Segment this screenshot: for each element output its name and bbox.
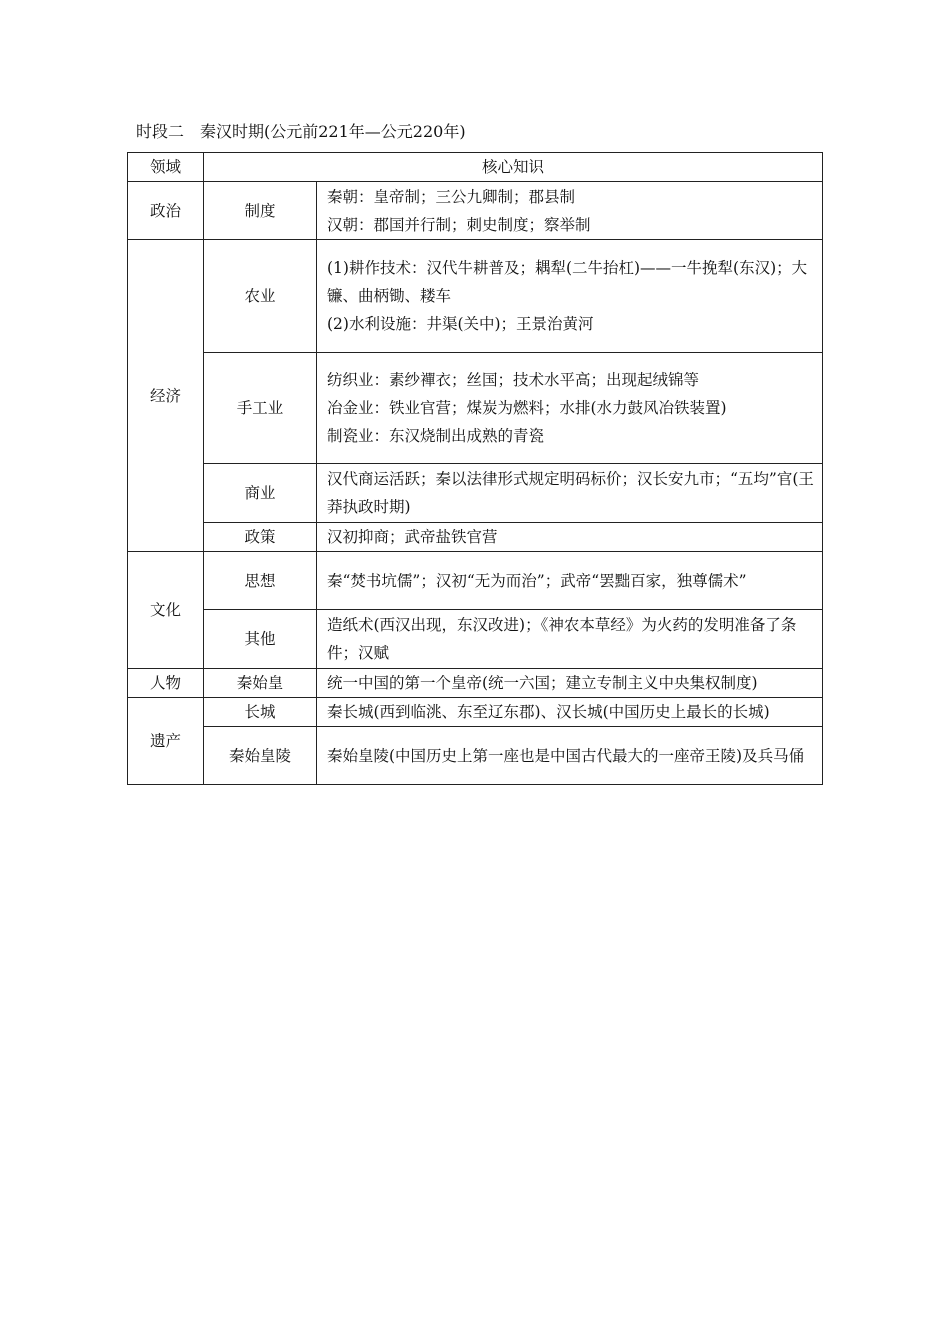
domain-culture: 文化 — [128, 552, 204, 669]
sub-mausoleum: 秦始皇陵 — [204, 727, 317, 785]
table-row — [128, 727, 823, 785]
table-row — [128, 610, 823, 669]
content-line: 秦长城(西到临洮、东至辽东郡)、汉长城(中国历史上最长的长城) — [327, 703, 770, 721]
sub-thought: 思想 — [204, 552, 317, 610]
content-politics — [317, 182, 823, 240]
domain-figure: 人物 — [128, 669, 204, 698]
section-title: 时段二 秦汉时期(公元前221年—公元220年) — [136, 122, 466, 141]
content-line: 汉代商运活跃；秦以法律形式规定明码标价；汉长安九市；“五均”官(王莽执政时期) — [327, 470, 814, 516]
table-row — [128, 523, 823, 552]
sub-qin-shi-huang: 秦始皇 — [204, 669, 317, 698]
content-line: 制瓷业：东汉烧制出成熟的青瓷 — [327, 427, 545, 445]
table-row — [128, 182, 823, 240]
content-line: 汉朝：郡国并行制；刺史制度；察举制 — [327, 215, 591, 234]
content-tomb — [317, 727, 823, 785]
content-thought — [317, 552, 823, 610]
content-wall — [317, 698, 823, 727]
sub-system: 制度 — [204, 182, 317, 240]
content-line: 纺织业：素纱襌衣；丝国；技术水平高；出现起绒锦等 — [327, 371, 700, 389]
content-figure — [317, 669, 823, 698]
table-row — [128, 464, 823, 523]
content-line: 统一中国的第一个皇帝(统一六国；建立专制主义中央集权制度) — [327, 674, 758, 692]
table-header-row — [128, 153, 823, 182]
sub-handicraft: 手工业 — [204, 353, 317, 464]
sub-commerce: 商业 — [204, 464, 317, 523]
domain-politics: 政治 — [128, 182, 204, 240]
content-line: 汉初抑商；武帝盐铁官营 — [327, 528, 498, 546]
content-line: 秦朝：皇帝制；三公九卿制；郡县制 — [327, 187, 576, 206]
table-row — [128, 353, 823, 464]
knowledge-table — [127, 152, 823, 785]
table-row — [128, 698, 823, 727]
content-other — [317, 610, 823, 669]
sub-policy: 政策 — [204, 523, 317, 552]
sub-other: 其他 — [204, 610, 317, 669]
content-line: 秦“焚书坑儒”；汉初“无为而治”；武帝“罢黜百家，独尊儒术” — [327, 571, 747, 590]
sub-agriculture: 农业 — [204, 240, 317, 353]
header-domain: 领域 — [128, 153, 204, 182]
table-row — [128, 240, 823, 353]
domain-heritage: 遗产 — [128, 698, 204, 785]
content-agriculture — [317, 240, 823, 353]
domain-economy: 经济 — [128, 240, 204, 552]
sub-great-wall: 长城 — [204, 698, 317, 727]
table-row — [128, 669, 823, 698]
content-commerce — [317, 464, 823, 523]
content-handicraft — [317, 353, 823, 464]
content-line: 造纸术(西汉出现，东汉改进)；《神农本草经》为火药的发明准备了条件；汉赋 — [327, 616, 797, 662]
content-policy — [317, 523, 823, 552]
content-line: (2)水利设施：井渠(关中)；王景治黄河 — [327, 315, 594, 333]
content-line: 秦始皇陵(中国历史上第一座也是中国古代最大的一座帝王陵)及兵马俑 — [327, 746, 805, 765]
content-line: (1)耕作技术：汉代牛耕普及；耦犁(二牛抬杠)——一牛挽犁(东汉)；大镰、曲柄锄、耧车 — [327, 259, 808, 305]
table-row — [128, 552, 823, 610]
content-line: 冶金业：铁业官营；煤炭为燃料；水排(水力鼓风冶铁装置) — [327, 399, 727, 417]
header-core-knowledge: 核心知识 — [204, 153, 823, 182]
